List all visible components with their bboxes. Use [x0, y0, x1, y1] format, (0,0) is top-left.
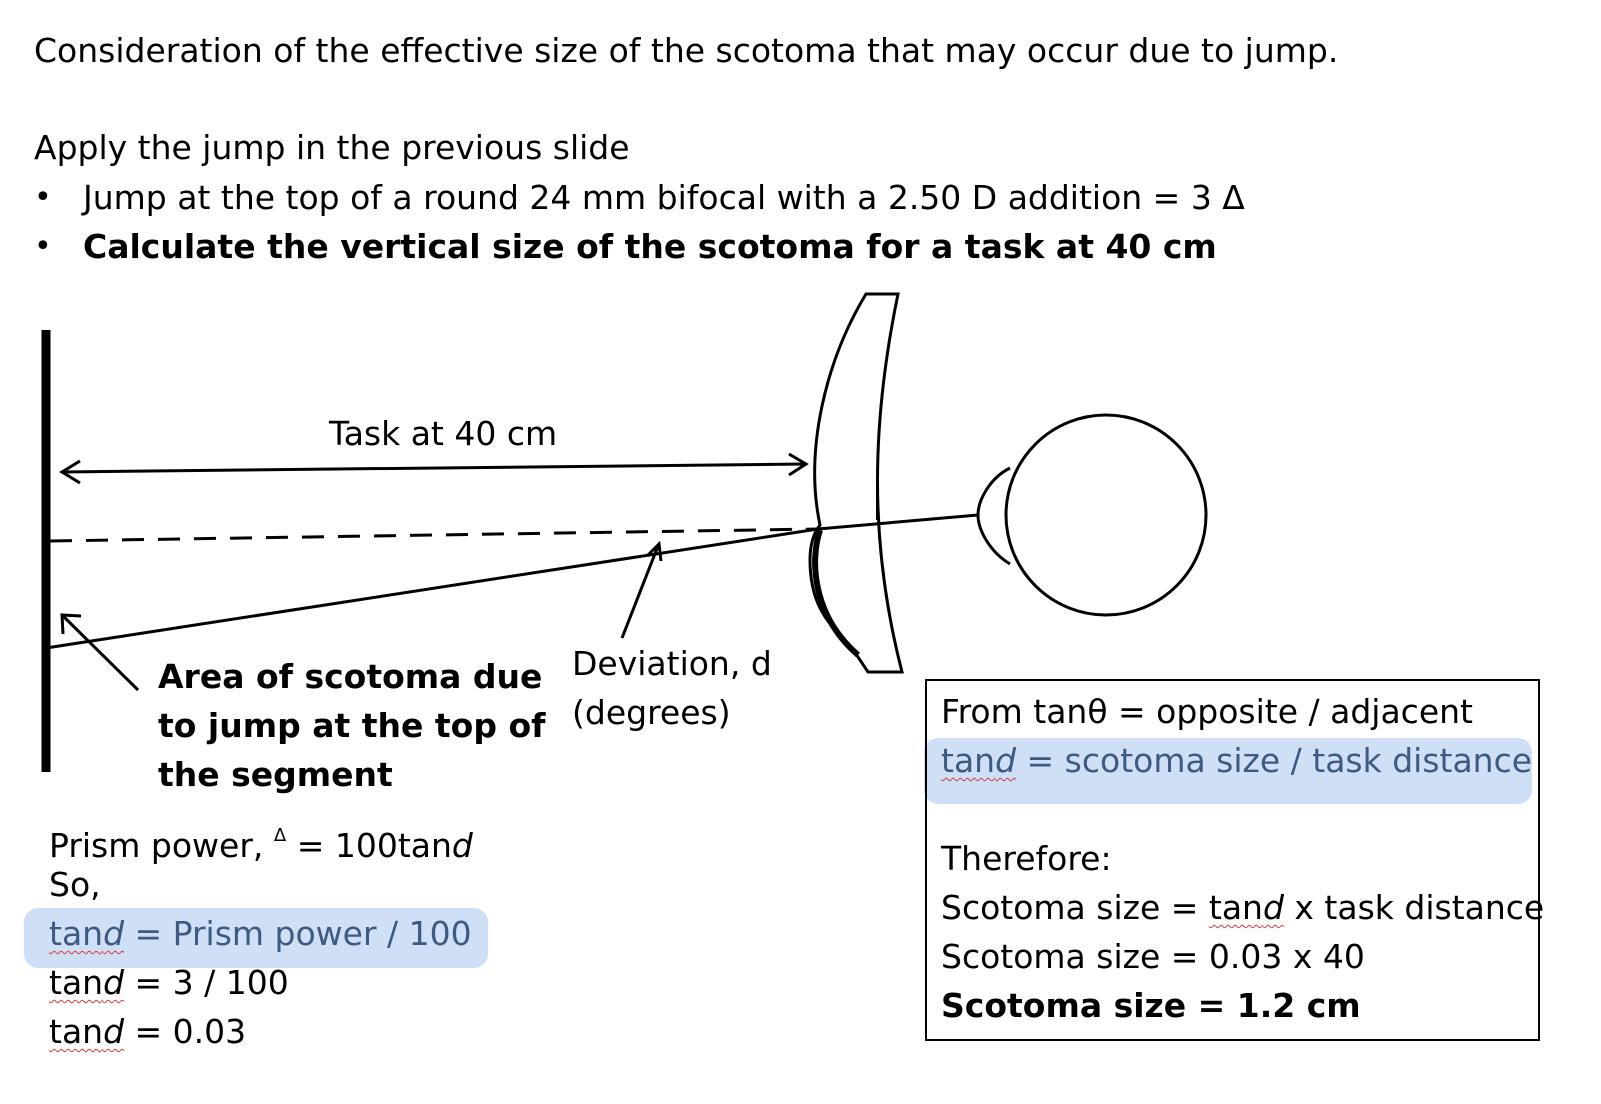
slide-heading: Consideration of the effective size of the scotoma that may occur due to jump.	[34, 31, 1339, 70]
tand-result: tand = 0.03	[49, 1012, 247, 1051]
deviated-ray	[46, 529, 818, 648]
bullet-marker-2: •	[34, 229, 52, 264]
scotoma-pointer	[62, 615, 138, 690]
eye-globe	[1006, 415, 1206, 615]
prism-power-formula: Prism power, $^\Delta$ = 100tand	[49, 825, 473, 865]
scotoma-size-substitution: Scotoma size = 0.03 x 40	[941, 937, 1365, 976]
bullet-text-1: Jump at the top of a round 24 mm bifocal with a 2.50 D addition = 3 Δ	[83, 178, 1245, 217]
tand-substitution: tand = 3 / 100	[49, 963, 289, 1002]
dashed-reference-line	[50, 529, 818, 541]
therefore-text: Therefore:	[941, 839, 1112, 878]
eye-ray	[818, 515, 978, 529]
lens-outline	[810, 294, 902, 672]
so-text: So,	[49, 865, 101, 904]
bullet-text-2: Calculate the vertical size of the scotoma for a task at 40 cm	[83, 227, 1217, 266]
bullet-marker-1: •	[34, 180, 52, 215]
bifocal-segment-edge	[815, 530, 858, 655]
scotoma-size-formula: Scotoma size = tand x task distance	[941, 888, 1545, 927]
task-distance-label: Task at 40 cm	[329, 414, 558, 453]
task-distance-arrow	[62, 464, 806, 472]
scotoma-label-line1: Area of scotoma due	[158, 657, 543, 696]
scotoma-size-result: Scotoma size = 1.2 cm	[941, 986, 1361, 1025]
tan-definition: From tanθ = opposite / adjacent	[941, 692, 1473, 731]
deviation-label-line2: (degrees)	[572, 693, 731, 732]
deviation-label-line1: Deviation, d	[572, 644, 772, 683]
intro-text: Apply the jump in the previous slide	[34, 128, 630, 167]
scotoma-label-line2: to jump at the top of	[158, 706, 546, 745]
tand-prism-formula: tand = Prism power / 100	[49, 914, 472, 953]
scotoma-label-line3: the segment	[158, 755, 393, 794]
tand-scotoma-formula: tand = scotoma size / task distance	[941, 741, 1533, 780]
